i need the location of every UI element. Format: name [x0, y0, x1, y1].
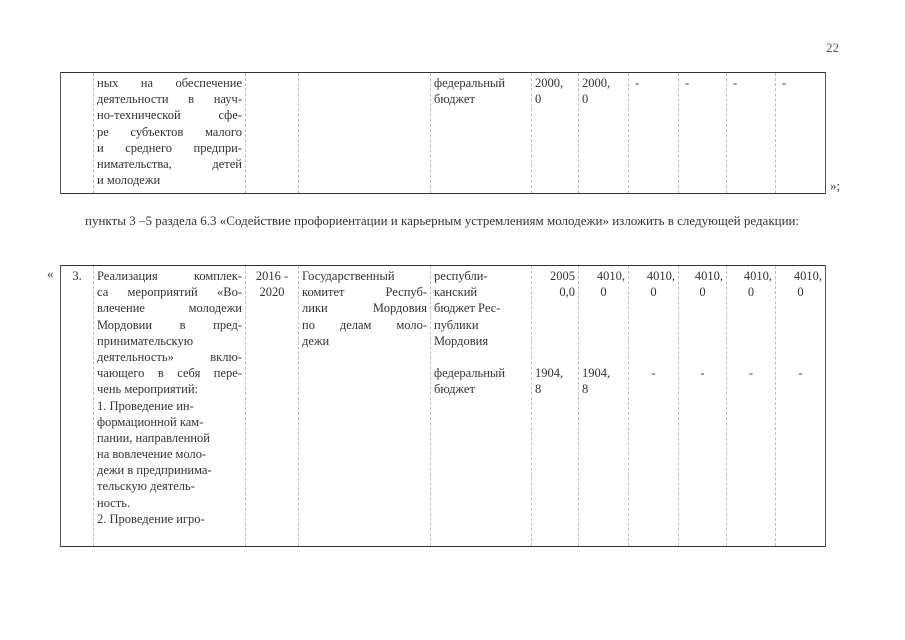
years-line: 2016 -	[255, 269, 289, 283]
value-cell	[727, 266, 776, 547]
desc-line: Мордовии в пред-	[97, 317, 242, 332]
value-line: 1904,	[582, 366, 611, 381]
desc-line: чающего в себя пере-	[97, 366, 242, 381]
value-line: 1904,	[535, 366, 564, 381]
desc-line: са мероприятий «Во-	[97, 285, 242, 300]
value-cell	[532, 73, 579, 194]
value-line: 8	[535, 382, 542, 397]
instruction-paragraph: пункты 3 –5 раздела 6.3 «Содействие профориентации и карьерным устремлениям молодежи» изложить в следующей редакции:	[85, 213, 800, 228]
desc-line: тельскую деятель-	[97, 479, 195, 494]
source-line: федеральный	[434, 76, 506, 90]
executor-line: по делам моло-	[302, 317, 427, 332]
value-line: 0	[747, 285, 755, 300]
value-line: 2000,	[582, 76, 611, 90]
years-line: 2020	[259, 285, 285, 300]
executor-line: комитет Респуб-	[302, 285, 427, 300]
value-cell	[776, 266, 826, 547]
executor-line: Государственный	[302, 269, 395, 283]
source-line: федеральный	[434, 366, 506, 381]
value-line: 4010,	[743, 269, 772, 283]
value-line: -	[700, 366, 705, 381]
desc-line: 2. Проведение игро-	[97, 511, 205, 526]
source-cell	[431, 266, 532, 547]
value-line: 0	[535, 92, 542, 107]
value-line: 2005	[550, 269, 575, 283]
source-cell	[431, 73, 532, 194]
desc-line: ных на обеспечение	[97, 76, 242, 90]
source-line: бюджет	[434, 92, 475, 107]
value-cell: -	[679, 73, 727, 194]
value-line: 0,0	[559, 285, 575, 300]
value-cell: -	[776, 73, 826, 194]
value-line: 0	[600, 285, 607, 300]
description-cell	[94, 73, 246, 194]
desc-line: нимательства, детей	[97, 156, 242, 171]
desc-line: 1. Проведение ин-	[97, 398, 194, 413]
num-cell	[61, 73, 94, 194]
table-item-3	[60, 265, 826, 547]
years-cell	[246, 73, 299, 194]
table-continuation	[60, 72, 826, 194]
desc-line: деятельности в науч-	[97, 92, 242, 107]
value-line: -	[748, 366, 754, 381]
source-line: бюджет Рес-	[434, 301, 501, 316]
value-cell	[629, 266, 679, 547]
desc-line: принимательскую	[97, 333, 194, 348]
desc-line: формационной кам-	[97, 414, 204, 429]
executor-cell	[299, 266, 431, 547]
source-line: республи-	[434, 269, 488, 283]
value-line: 4010,	[646, 269, 675, 283]
value-cell	[532, 266, 579, 547]
desc-line: влечение молодежи	[97, 301, 242, 316]
opening-quote: «	[47, 266, 54, 281]
description-cell	[94, 266, 246, 547]
value-cell	[679, 266, 727, 547]
executor-line: дежи	[302, 333, 330, 348]
value-line: -	[798, 366, 803, 381]
closing-quote: »;	[830, 178, 841, 193]
source-line: публики	[434, 317, 479, 332]
value-line: 2000,	[535, 76, 564, 90]
years-cell	[246, 266, 299, 547]
value-cell	[579, 73, 629, 194]
executor-cell	[299, 73, 431, 194]
source-line: бюджет	[434, 382, 475, 397]
desc-line: деятельность» вклю-	[97, 349, 242, 364]
value-line: -	[651, 366, 656, 381]
desc-line: и молодежи	[97, 173, 161, 188]
value-line: 4010,	[596, 269, 625, 283]
value-cell	[579, 266, 629, 547]
value-line: 4010,	[793, 269, 822, 283]
desc-line: ре субъектов малого	[97, 124, 242, 139]
value-cell: -	[629, 73, 679, 194]
desc-line: Реализация комплек-	[97, 269, 242, 283]
value-line: 0	[650, 285, 657, 300]
desc-line: чень мероприятий:	[97, 382, 199, 397]
value-line: 8	[582, 382, 589, 397]
value-line: 0	[699, 285, 706, 300]
value-line: 0	[582, 92, 589, 107]
desc-line: ность.	[97, 495, 131, 510]
source-line: Мордовия	[434, 333, 489, 348]
page-number: 22	[826, 40, 839, 55]
value-cell: -	[727, 73, 776, 194]
executor-line: лики Мордовия	[302, 301, 427, 316]
desc-line: пании, направленной	[97, 430, 210, 445]
desc-line: и среднего предпри-	[97, 140, 242, 155]
item-number: 3.	[61, 266, 94, 547]
desc-line: на вовлечение моло-	[97, 447, 207, 462]
value-line: 4010,	[694, 269, 723, 283]
value-line: 0	[797, 285, 804, 300]
desc-line: дежи в предпринима-	[97, 463, 212, 478]
source-line: канский	[434, 285, 478, 300]
desc-line: но-технической сфе-	[97, 108, 242, 123]
